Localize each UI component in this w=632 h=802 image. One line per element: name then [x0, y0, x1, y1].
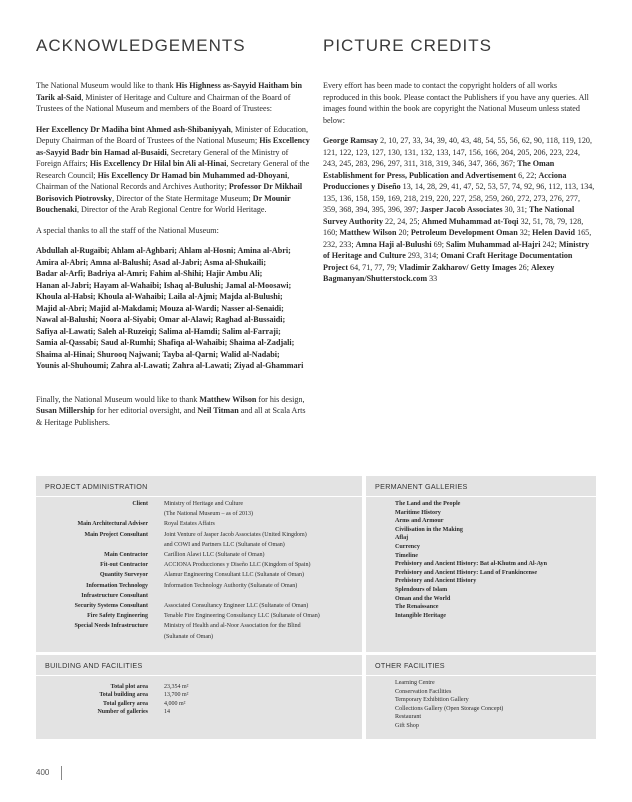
panel-row-value: 13,700 m²: [164, 692, 189, 699]
panel-row-label: Fire Safety Engineering: [87, 613, 148, 620]
credit-name: Ministry of Heritage and Culture: [323, 239, 590, 260]
list-item: Civilisation in the Making: [395, 526, 463, 533]
list-item: Learning Centre: [395, 680, 435, 686]
panel-row-label: Number of galleries: [97, 709, 148, 716]
credit-name: Matthew Wilson: [339, 228, 397, 237]
list-item: Timeline: [395, 552, 418, 559]
credit-name: Ahmed Muhammad at-Toqi: [421, 216, 519, 226]
credits-list: [323, 135, 595, 285]
project-administration-panel: [36, 476, 362, 652]
footer-rule: [61, 766, 62, 780]
panel-row-value: Alamur Engineering Consultant LLC (Sultanate of Oman): [164, 572, 304, 579]
credit-name: Acciona Producciones y Diseño: [323, 170, 567, 191]
acknowledgements-heading: ACKNOWLEDGEMENTS: [36, 36, 246, 55]
panel-row-value: and COWI and Partners LLC (Sultanate of Oman): [164, 541, 285, 548]
credit-pages: 64, 71, 77, 79;: [348, 262, 399, 272]
other-facilities-title: OTHER FACILITIES: [375, 661, 445, 670]
credit-pages: 69;: [431, 239, 447, 249]
permanent-galleries-title: PERMANENT GALLERIES: [375, 482, 468, 491]
credit-name: George Ramsay: [323, 136, 379, 145]
list-item: Prehistory and Ancient History: Bat al-Khutm and Al-Ayn: [395, 561, 547, 568]
panel-row-value: (The National Museum – as of 2013): [164, 511, 253, 518]
ack-paragraph-intro: The National Museum would like to thank His Highness as-Sayyid Haitham bin Tarik al-Said, Minister of Heritage and Culture and Chairman of the Board of Trustees of the National Museum and members of the Board of Trustees:: [36, 81, 302, 113]
panel-row-value: Joint Venture of Jasper Jacob Associates (United Kingdom): [164, 531, 307, 538]
panel-row-label: Special Needs Infrastructure: [74, 623, 148, 630]
panel-row-value: (Sultanate of Oman): [164, 633, 213, 640]
list-item: Intangible Heritage: [395, 612, 446, 619]
building-facilities-panel: [36, 655, 362, 739]
credit-pages: 22, 24, 25;: [383, 216, 422, 226]
list-item: Currency: [395, 543, 420, 550]
list-item: Gift Shop: [395, 722, 419, 729]
other-facilities-list: [395, 679, 503, 731]
ack-paragraph-final: Finally, the National Museum would like to thank Matthew Wilson for his design, Susan Millership for her editorial oversight, and Neil Titman and all at Scala Arts & Heritage Publishers.: [36, 394, 306, 427]
building-facilities-title: BUILDING AND FACILITIES: [45, 661, 143, 670]
credit-pages: 6, 22;: [516, 170, 539, 180]
panel-row-value: Information Technology Authority (Sultanate of Oman): [164, 582, 298, 589]
credit-pages: 2, 10, 27, 33, 34, 39, 40, 43, 48, 54, 55, 56, 62, 90, 118, 119, 120, 121, 122, 123, 127, 130, 131, 132, 133, 147, 156, 166, 204, 205, 206, 223, 224, 243, 245, 283, 296, 297, 311, 318, 319, 346, 347, 366, 367;: [323, 136, 592, 168]
panel-row-value: Royal Estates Affairs: [164, 521, 215, 528]
credit-pages: 242;: [540, 239, 559, 249]
panel-row-value: Tenable Fire Engineering Consultancy LLC (Sultanate of Oman): [164, 613, 320, 620]
panel-divider: [36, 675, 362, 676]
panel-divider: [366, 496, 596, 497]
panel-row-label: Main Contractor: [104, 552, 148, 558]
panel-row-label: Main Project Consultant: [84, 531, 148, 538]
list-item: Splendours of Islam: [395, 586, 448, 593]
ack-paragraph-staff-intro: A special thanks to all the staff of the National Museum:: [36, 225, 219, 235]
panel-row-value: Carillion Alawi LLC (Sultanate of Oman): [164, 552, 265, 558]
credit-pages: 293, 314;: [405, 251, 441, 260]
list-item: Prehistory and Ancient History: Land of Frankincense: [395, 569, 538, 576]
picture-credits-heading: PICTURE CREDITS: [323, 36, 492, 55]
panel-row-label: Information Technology: [86, 582, 148, 589]
list-item: Collections Gallery (Open Storage Concept): [395, 705, 504, 712]
acknowledgements-text: [36, 80, 310, 437]
panel-row-label: Security Systems Consultant: [74, 603, 148, 609]
list-item: Oman and the World: [395, 595, 451, 602]
credit-pages: 30, 31;: [502, 205, 530, 214]
staff-names: Abdullah al-Rugaibi; Ahlam al-Aghbari; Ahlam al-Hosni; Amina al-Abri; Amira al-Abri; Amna al-Balushi; Asad al-Jabri; Asma al-Shukaili; Badar al-Arfi; Badriya al-Amri; Fahim al-Shihi; Hajir Ambu Ali; Hanan al-Jabri; Hayam al-Wahaibi; Ishaq al-Bulushi; Jamal al-Moosawi; Khoula al-Habsi; Khoula al-Wahaibi; Laila al-Ajmi; Majda al-Bulushi; Majid al-Abri; Majid al-Makdami; Mouza al-Wardi; Nasser al-Senaidi; Nawal al-Balushi; Noora al-Siyabi; Omar al-Alawi; Raghad al-Bussaidi; Safiya al-Lawati; Saleh al-Ruzeiqi; Salima al-Hamdi; Salim al-Farraji; Samia al-Qassabi; Saud al-Rumhi; Shafiqa al-Wahaibi; Shaima al-Zadjali; Shaima al-Hinai; Shurooq Najwani; Tayba al-Qarni; Walid al-Nadabi; Younis al-Shuhoumi; Zahra al-Lawati; Zahra al-Lawati; Ziyad al-Ghammari: [36, 246, 304, 370]
panel-row-label: Quantity Surveyor: [99, 572, 148, 579]
panel-row-value: ACCIONA Producciones y Diseño LLC (Kingdom of Spain): [164, 562, 311, 569]
credit-pages: 32;: [517, 228, 533, 237]
list-item: Temporary Exhibition Gallery: [395, 697, 469, 704]
ack-paragraph-board: Her Excellency Dr Madiha bint Ahmed ash-Shibaniyyah, Minister of Education, Deputy Chairman of the Board of Trustees of the National Museum; His Excellency as-Sayyid Badr bin Hamad al-Busaidi, Secretary General of the Ministry of Foreign Affairs; His Excellency Dr Hilal bin Ali al-Hinai, Secretary General of the Research Council; His Excellency Dr Hamad bin Muhammed ad-Dhoyani, Chairman of the National Records and Archives Authority; Professor Dr Mikhail Borisovich Piotrovsky, Director of the State Hermitage Museum; Dr Mounir Bouchenaki, Director of the Arab Regional Centre for World Heritage.: [36, 124, 310, 214]
panel-row-label: Total building area: [99, 692, 148, 699]
list-item: The Renaissance: [395, 604, 439, 611]
credit-name: Amna Haji al-Bulushi: [355, 239, 432, 249]
list-item: Arms and Armour: [395, 518, 444, 525]
credit-name: Vladimir Zakharov/ Getty Images: [398, 262, 517, 272]
panel-row-value: 23,354 m²: [164, 684, 189, 690]
panel-row-value: Ministry of Heritage and Culture: [164, 501, 243, 507]
credit-name: Salim Muhammad al-Hajri: [446, 239, 541, 249]
panel-row-value: 14: [164, 709, 170, 716]
project-administration-title: PROJECT ADMINISTRATION: [45, 482, 148, 491]
credit-name: Helen David: [532, 228, 576, 237]
picture-credits-text: [323, 80, 595, 294]
panel-row-label: Infrastructure Consultant: [81, 592, 148, 599]
credit-name: The Oman Establishment for Press, Publication and Advertisement: [323, 159, 555, 180]
list-item: Restaurant: [395, 714, 422, 721]
panel-divider: [36, 496, 362, 497]
panel-row-value: 4,000 m²: [164, 700, 186, 707]
list-item: Maritime History: [395, 509, 441, 516]
credit-pages: 32, 51, 78, 79, 128, 160;: [323, 216, 584, 237]
panel-row-label: Fit-out Contractor: [100, 562, 148, 569]
panel-row-label: Client: [132, 501, 148, 507]
list-item: The Land and the People: [395, 501, 461, 507]
list-item: Prehistory and Ancient History: [395, 578, 477, 585]
credit-pages: 26;: [516, 262, 531, 272]
list-item: Conservation Facilities: [395, 688, 452, 695]
credit-name: Alexey Bagmanyan/Shutterstock.com: [323, 262, 555, 283]
page-number: 400: [36, 768, 50, 777]
permanent-galleries-list: [395, 500, 547, 620]
credit-pages: 20;: [396, 228, 411, 237]
credit-name: Petroleum Development Oman: [410, 228, 518, 237]
credit-pages: 13, 14, 28, 29, 41, 47, 52, 53, 57, 74, 92, 96, 112, 113, 134, 135, 136, 158, 159, 169, 218, 219, 220, 227, 258, 259, 260, 272, 273, 276, 277, 359, 368, 394, 395, 396, 397;: [323, 182, 595, 214]
panel-row-value: Associated Consultancy Engineer LLC (Sultanate of Oman): [164, 603, 309, 609]
panel-row-label: Total gallery area: [103, 700, 148, 707]
other-facilities-panel: [366, 655, 596, 739]
panel-divider: [366, 675, 596, 676]
panel-row-label: Total plot area: [110, 684, 148, 690]
list-item: Aflaj: [395, 535, 409, 542]
credit-pages: 165, 232, 233;: [323, 228, 592, 249]
panel-row-value: Ministry of Health and al-Noor Association for the Blind: [164, 623, 301, 630]
credits-intro: Every effort has been made to contact the copyright holders of all works reproduced in this book. Please contact the Publishers if you have any queries. All images found within the book are copyright the National Museum unless stated below:: [323, 81, 589, 125]
credit-name: The National Survey Authority: [323, 205, 575, 226]
panel-row-label: Main Architectural Adviser: [77, 521, 148, 528]
credit-name: Jasper Jacob Associates: [420, 205, 503, 214]
credit-pages: 33: [427, 274, 438, 283]
credit-name: Omani Craft Heritage Documentation Project: [323, 251, 573, 272]
permanent-galleries-panel: [366, 476, 596, 652]
